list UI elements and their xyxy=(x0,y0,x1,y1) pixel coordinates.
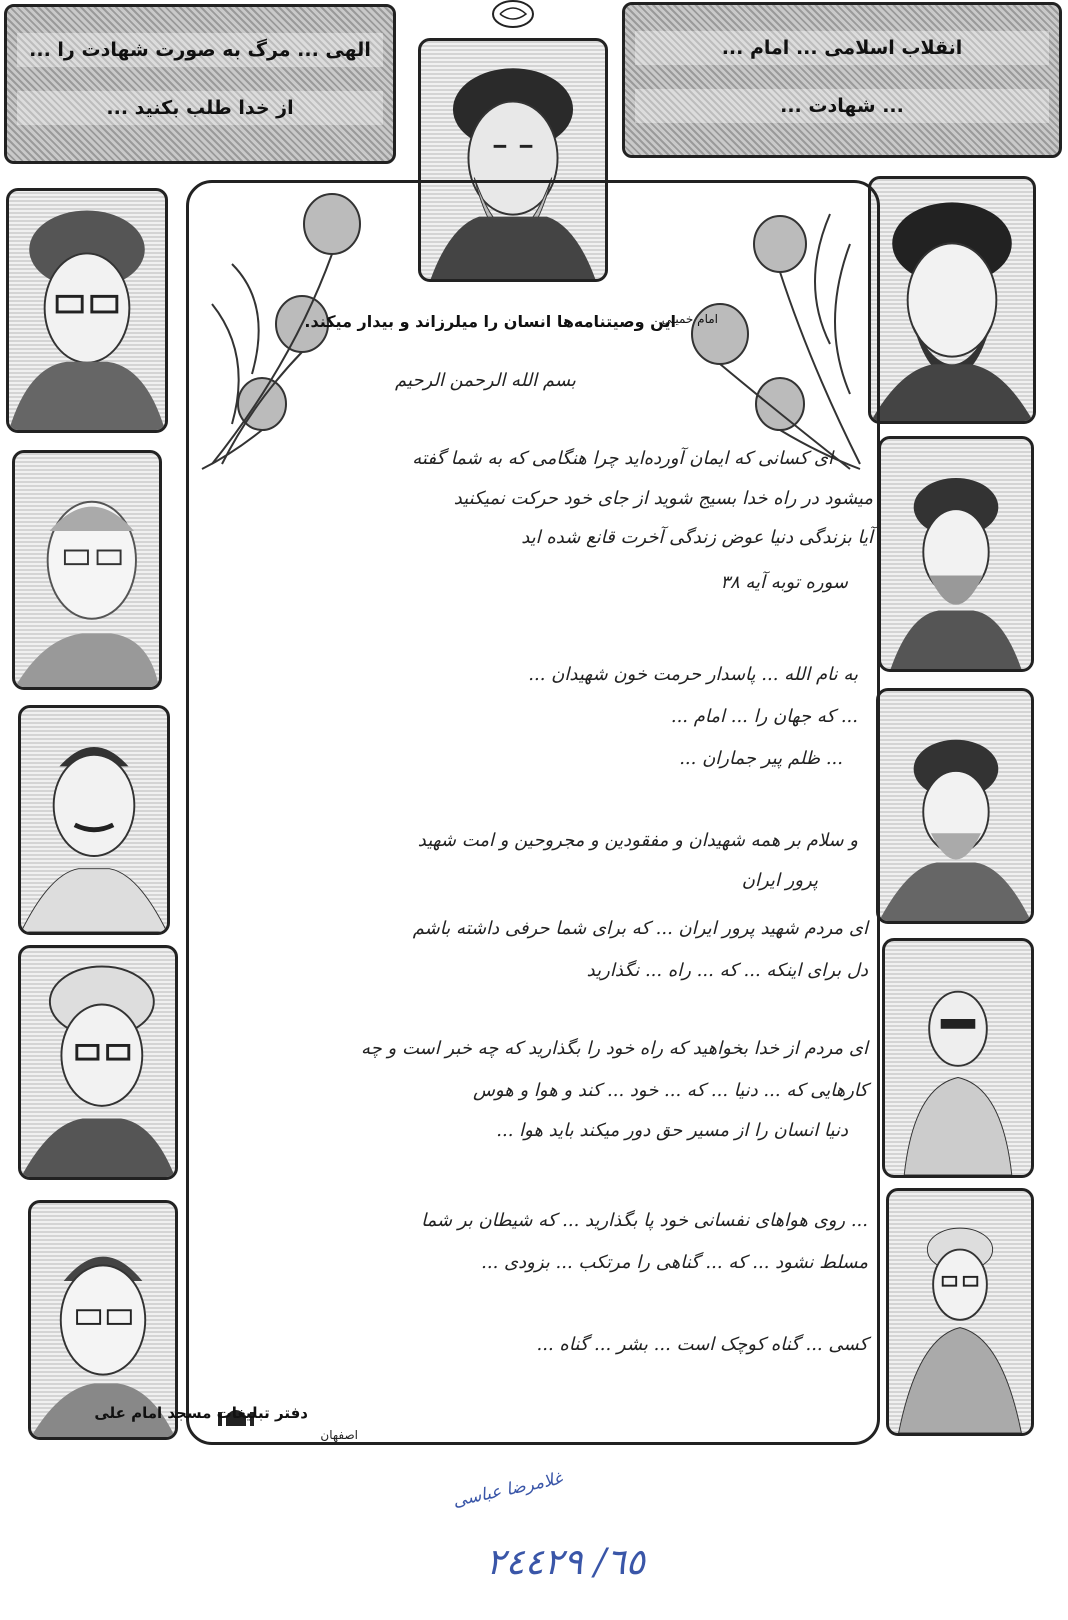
banner-left-line2: از خدا طلب بکنید ... xyxy=(17,91,383,125)
p2-line3: ... ظلم پیر جماران ... xyxy=(679,748,843,769)
header-quote: این وصیتنامه‌ها انسان را میلرزاند و بیدار میکند. xyxy=(304,312,676,331)
p7-line1: کسی ... گناه کوچک است ... بشر ... گناه ... xyxy=(536,1334,868,1355)
annotation-number: ٦٥/ ٢٤٤٢٩ xyxy=(486,1542,645,1583)
portrait-right-3 xyxy=(876,688,1034,924)
portrait-right-1 xyxy=(868,176,1036,424)
p2-line2: ... که جهان را ... امام ... xyxy=(670,706,858,727)
portrait-left-4 xyxy=(18,945,178,1180)
annotation-name: غلامرضا عباسی xyxy=(451,1468,565,1512)
portrait-right-5 xyxy=(886,1188,1034,1436)
p2-line1: به نام الله ... پاسدار حرمت خون شهیدان ... xyxy=(528,664,858,685)
bismillah: بسم الله الرحمن الرحیم xyxy=(395,370,576,391)
portrait-right-2 xyxy=(878,436,1034,672)
p5-line1: ای مردم از خدا بخواهید که راه خود را بگذارید که چه خبر است و چه xyxy=(361,1038,868,1059)
portrait-left-3 xyxy=(18,705,170,935)
seal-emblem-icon xyxy=(490,0,536,30)
p5-line3: دنیا انسان را از مسیر حق دور میکند باید هوا ... xyxy=(496,1120,848,1141)
tulip-right-icon xyxy=(660,184,870,474)
quote-author: امام خمینی xyxy=(661,312,718,326)
banner-left xyxy=(4,4,396,164)
portrait-left-1 xyxy=(6,188,168,433)
banner-right-line2: ... شهادت ... xyxy=(635,89,1049,123)
p3-line1: و سلام بر همه شهیدان و مفقودین و مجروحین و امت شهید xyxy=(417,830,858,851)
p6-line1: ... روی هواهای نفسانی خود پا بگذارید ... که شیطان بر شما xyxy=(421,1210,868,1231)
banner-right-line1: انقلاب اسلامی ... امام ... xyxy=(635,31,1049,65)
p6-line2: مسلط نشود ... که ... گناهی را مرتکب ... بزودی ... xyxy=(481,1252,868,1273)
p4-line1: ای مردم شهید پرور ایران ... که برای شما حرفی داشته باشم xyxy=(412,918,868,939)
banner-left-line1: الهی ... مرگ به صورت شهادت را ... xyxy=(17,33,383,67)
footer-office: دفتر تبلیغات مسجد امام علی xyxy=(94,1404,308,1422)
p1-line1: ای کسانی که ایمان آورده‌اید چرا هنگامی که به شما گفته xyxy=(412,448,833,469)
p1-line4: سوره توبه آیه ۳۸ xyxy=(720,572,848,593)
p3-line2: پرور ایران xyxy=(741,870,818,891)
banner-right xyxy=(622,2,1062,158)
p5-line2: کارهایی که ... دنیا ... که ... خود ... کند و هوا و هوس xyxy=(473,1080,868,1101)
portrait-left-2 xyxy=(12,450,162,690)
portrait-right-4 xyxy=(882,938,1034,1178)
p1-line3: آیا بزندگی دنیا عوض زندگی آخرت قانع شده اید xyxy=(521,527,873,548)
p4-line2: دل برای اینکه ... که ... راه ... نگذارید xyxy=(586,960,868,981)
p1-line2: میشود در راه خدا بسیج شوید از جای خود حرکت نمیکنید xyxy=(453,488,873,509)
footer-city: اصفهان xyxy=(320,1428,358,1442)
